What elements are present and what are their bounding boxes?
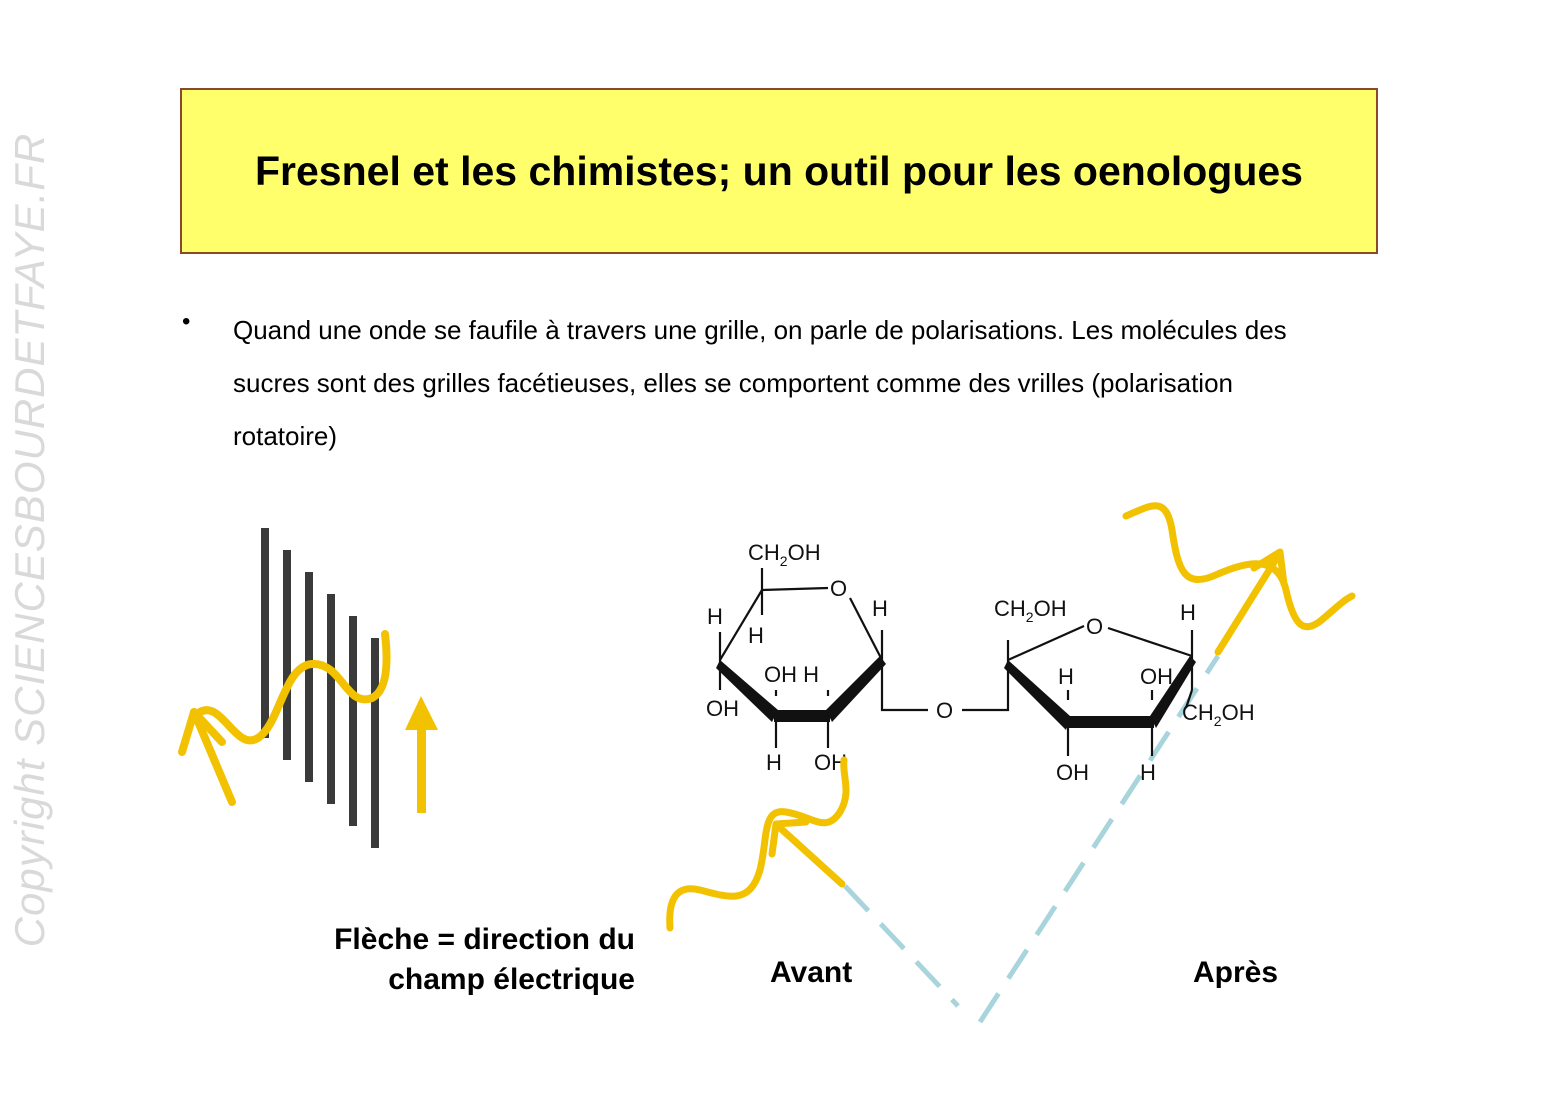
- bond: [962, 640, 1008, 710]
- bond: [1108, 628, 1192, 656]
- incoming-path: [845, 886, 958, 1006]
- caption-line-2: champ électrique: [388, 963, 635, 996]
- body-paragraph: Quand une onde se faufile à travers une grille, on parle de polarisations. Les molécules des sucres sont des grilles facétieuses, elles se comportent comme des vrilles (polarisation rotatoire): [233, 315, 1287, 451]
- polarizer-grid: [261, 528, 379, 848]
- wave-curve: [1126, 506, 1352, 627]
- bold-bond: [1066, 716, 1154, 728]
- wave-before: [670, 760, 846, 928]
- atom-oh: OH: [1140, 664, 1173, 689]
- bond: [1008, 626, 1084, 660]
- vertical-field-arrow: [405, 696, 438, 813]
- page-title: Fresnel et les chimistes; un outil pour les oenologues: [255, 147, 1303, 194]
- bullet-marker: •: [182, 308, 191, 335]
- glycosidic-oxygen: O: [936, 698, 954, 723]
- atom-h: H: [872, 596, 888, 621]
- wedge-bond: [826, 656, 886, 722]
- bold-bond: [774, 710, 830, 722]
- atom-h: H: [1058, 664, 1074, 689]
- fructose-ch2oh-label: $CH_2OH$: [994, 596, 1067, 625]
- copyright-watermark: Copyright SCIENCESBOURDETFAYE.FR: [6, 132, 53, 948]
- grid-bar: [261, 528, 269, 738]
- atom-h: H: [766, 750, 782, 775]
- grid-bar: [305, 572, 313, 782]
- atom-h: H: [748, 623, 764, 648]
- atom-h: H: [1180, 600, 1196, 625]
- glucose-ch2oh-label: $CH_2OH$: [748, 540, 821, 569]
- molecule-labels: [706, 540, 1255, 785]
- before-field-arrow-shaft: [778, 826, 842, 884]
- glucose-ring-oxygen: O: [830, 576, 848, 601]
- after-label: Après: [1193, 956, 1279, 989]
- vertical-arrow-head: [405, 696, 438, 730]
- grid-bar: [283, 550, 291, 760]
- atom-oh: OH: [814, 750, 847, 775]
- caption-line-1: Flèche = direction du: [334, 923, 635, 956]
- fructose-ch2oh-label-right: $CH_2OH$: [1182, 700, 1255, 729]
- bond: [762, 588, 828, 590]
- atom-oh: OH: [1056, 760, 1089, 785]
- fructose-ring-oxygen: O: [1086, 614, 1104, 639]
- before-label: Avant: [770, 956, 853, 989]
- grid-bar: [349, 616, 357, 826]
- atom-h: H: [1140, 760, 1156, 785]
- wave-curve: [200, 634, 387, 740]
- atom-oh: OH: [706, 696, 739, 721]
- wave-curve: [670, 760, 846, 928]
- grid-bar: [327, 594, 335, 804]
- field-arrow-caption: [250, 920, 635, 1000]
- grid-bar: [371, 638, 379, 848]
- atom-h: H: [707, 604, 723, 629]
- atom-oh-h: OH H: [764, 662, 819, 687]
- vertical-arrow-shaft: [417, 725, 426, 813]
- wave-after: [1126, 506, 1352, 652]
- bond: [882, 630, 928, 710]
